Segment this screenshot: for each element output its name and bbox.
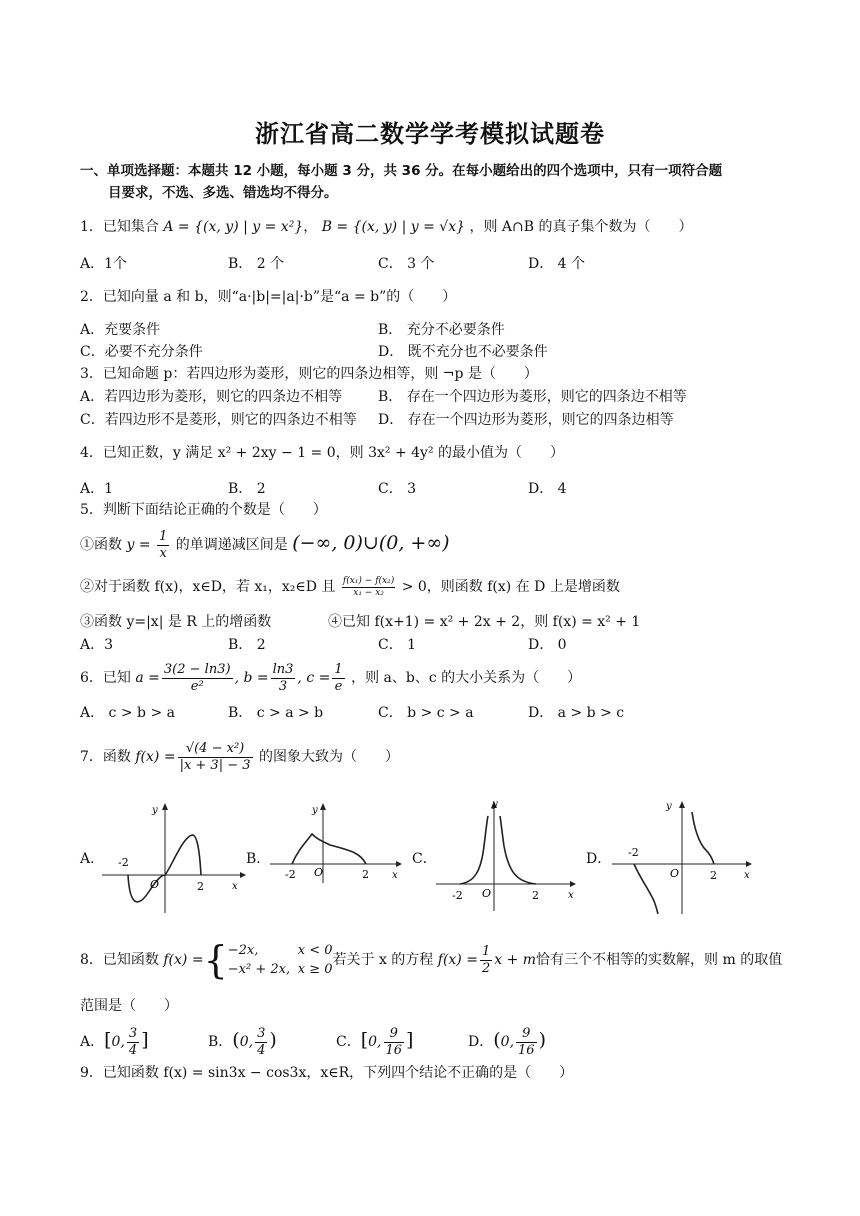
- graph-b-neg2-label: -2: [285, 868, 296, 881]
- q6-option-b[interactable]: B． c > a > b: [228, 705, 324, 721]
- q7-den: |x + 3| − 3: [179, 757, 251, 773]
- q8-d-fraction: [516, 1026, 537, 1059]
- q1-prefix: 1．已知集合: [80, 219, 159, 235]
- graph-c-curve-left: [460, 816, 488, 884]
- graph-a-origin-label: O: [150, 878, 160, 891]
- q8-a-num: 3: [128, 1025, 138, 1041]
- q7-suffix: 的图象大致为（ ）: [258, 749, 399, 765]
- q6-a-den: e²: [190, 678, 204, 694]
- q8-b-open: (: [232, 1029, 240, 1051]
- q5-s2-fraction: [342, 576, 395, 599]
- q5-s1-den: x: [159, 545, 167, 561]
- q8-d-close: ): [538, 1029, 546, 1051]
- q2-option-b[interactable]: B． 充分不必要条件: [378, 322, 505, 338]
- q5-statement-3: ③函数 y=|x| 是 R 上的增函数: [80, 614, 272, 630]
- q8-mid: 若关于 x 的方程: [332, 952, 434, 968]
- question-9: 9．已知函数 f(x) = sin3x − cos3x，x∈R，下列四个结论不正确的是（ ）: [80, 1065, 574, 1081]
- q1-option-a[interactable]: A．1个: [80, 256, 128, 272]
- q8-a-label: A．: [80, 1034, 105, 1050]
- q8-eq-rhs: x + m: [494, 952, 537, 968]
- graph-d-curve-left: [634, 864, 658, 914]
- q8-c-den: 16: [385, 1042, 403, 1058]
- graph-c-x-label: x: [568, 890, 574, 901]
- q8-option-b[interactable]: [208, 1020, 277, 1062]
- q6-option-d[interactable]: D． a > b > c: [528, 705, 625, 721]
- q8-a-close: ]: [141, 1029, 149, 1051]
- q8-c-open: [: [360, 1029, 369, 1051]
- q5-option-a[interactable]: A．3: [80, 637, 114, 653]
- q8-eq-num: 1: [481, 943, 491, 959]
- graph-b-x-label: x: [392, 870, 398, 881]
- q4-option-b[interactable]: B． 2: [228, 481, 266, 497]
- section-heading-line2: 目要求，不选、多选、错选均不得分。: [108, 185, 338, 201]
- graph-c-neg2-label: -2: [452, 889, 463, 902]
- q1-set-a: A = {(x, y) | y = x²}: [163, 219, 304, 235]
- q8-suffix: 恰有三个不相等的实数解，则 m 的取值: [536, 952, 783, 968]
- q7-graph-a[interactable]: [100, 798, 250, 918]
- q8-case2: −x² + 2x,: [227, 962, 291, 977]
- q1-option-b[interactable]: B． 2 个: [228, 256, 285, 272]
- q1-suffix: ，则 A∩B 的真子集个数为（ ）: [469, 219, 693, 235]
- q5-s1-num: 1: [159, 528, 168, 544]
- q8-eq-den: 2: [481, 960, 491, 976]
- q6-a-lhs: a =: [135, 670, 160, 686]
- q5-statement-2: [80, 570, 620, 604]
- q8-a-fraction: [127, 1026, 139, 1059]
- q6-option-c[interactable]: C． b > c > a: [378, 705, 474, 721]
- q7-fraction: [178, 741, 253, 774]
- q7-option-d[interactable]: D．: [586, 851, 612, 867]
- q6-c-lhs: , c =: [297, 670, 331, 686]
- graph-d-x-label: x: [744, 870, 750, 881]
- q8-d-num: 9: [516, 1026, 537, 1043]
- page-title: 浙江省高二数学学考模拟试题卷: [255, 120, 605, 148]
- q8-option-a[interactable]: [80, 1020, 149, 1062]
- q5-s2-den: x₁ − x₂: [353, 587, 384, 598]
- graph-c-x-arrow-icon: [570, 881, 576, 887]
- graph-d-curve-right: [692, 812, 714, 864]
- graph-a-x-arrow-icon: [240, 872, 246, 878]
- q6-b-den: 3: [278, 678, 288, 694]
- q8-b-close: ): [269, 1029, 277, 1051]
- q7-prefix: 7．函数: [80, 749, 131, 765]
- q5-s2-a: ②对于函数 f(x)，x∈D，若 x₁，x₂∈D 且: [80, 579, 336, 595]
- q3-option-d[interactable]: D． 存在一个四边形为菱形，则它的四条边相等: [378, 412, 674, 428]
- q8-prefix: 8．已知函数: [80, 952, 159, 968]
- q8-c-close: ]: [406, 1029, 414, 1051]
- q5-s1-interval: (−∞, 0)∪(0, +∞): [292, 532, 450, 554]
- graph-b-pos2-label: 2: [362, 868, 369, 881]
- q6-b-fraction: [271, 662, 296, 695]
- q1-set-b: B = {(x, y) | y = √x}: [321, 219, 466, 235]
- q5-s1-func: y =: [126, 537, 151, 553]
- section-heading: [80, 160, 790, 204]
- graph-d-y-label: y: [666, 801, 672, 812]
- q8-c-label: C．: [336, 1034, 361, 1050]
- q8-cond2: x ≥ 0: [297, 962, 333, 977]
- q6-prefix: 6．已知: [80, 670, 131, 686]
- question-1: [80, 217, 693, 237]
- q6-c-den: e: [334, 678, 343, 694]
- q5-s2-b: > 0，则函数 f(x) 在 D 上是增函数: [401, 579, 620, 595]
- q7-graph-b[interactable]: [268, 798, 408, 918]
- question-6: [80, 658, 581, 698]
- graph-b-curve: [292, 834, 366, 864]
- q3-option-a[interactable]: A．若四边形为菱形，则它的四条边不相等: [80, 389, 343, 405]
- q4-option-d[interactable]: D． 4: [528, 481, 567, 497]
- q7-graph-d[interactable]: [610, 796, 760, 916]
- graph-b-x-arrow-icon: [396, 861, 402, 867]
- q8-b-fraction: [255, 1026, 267, 1059]
- q8-d-label: D．: [468, 1034, 494, 1050]
- q4-option-c[interactable]: C． 3: [378, 481, 417, 497]
- q8-option-d[interactable]: [468, 1020, 546, 1062]
- graph-a-pos2-label: 2: [197, 880, 204, 893]
- q4-option-a[interactable]: A．1: [80, 481, 114, 497]
- q7-option-a[interactable]: A．: [80, 851, 105, 867]
- graph-b-origin-label: O: [314, 866, 324, 879]
- q7-num: √(4 − x²): [178, 741, 253, 758]
- q5-s1-mid: 的单调递减区间是: [175, 537, 288, 553]
- graph-d-y-arrow-icon: [679, 801, 685, 808]
- graph-d-x-arrow-icon: [746, 861, 752, 867]
- q5-statement-4: ④已知 f(x+1) = x² + 2x + 2，则 f(x) = x² + 1: [328, 614, 641, 630]
- graph-c-y-label: y: [492, 799, 498, 810]
- q8-a-zero: 0,: [111, 1034, 125, 1050]
- graph-b-y-label: y: [312, 805, 318, 816]
- q8-b-zero: 0,: [239, 1034, 254, 1050]
- q5-option-d[interactable]: D． 0: [528, 637, 567, 653]
- question-2: 2．已知向量 a 和 b，则“a·|b|=|a|·b”是“a = b”的（ ）: [80, 289, 457, 305]
- section-heading-line1: 一、单项选择题：本题共 12 小题，每小题 3 分，共 36 分。在每小题给出的四个选项中，只有一项符合题: [80, 163, 723, 179]
- q8-case1: −2x,: [227, 943, 259, 958]
- graph-d-origin-label: O: [670, 867, 680, 880]
- q8-a-den: 4: [128, 1042, 138, 1058]
- q5-s1-fraction: [157, 529, 169, 562]
- q8-b-den: 4: [257, 1042, 266, 1058]
- q3-option-c[interactable]: C．若四边形不是菱形，则它的四条边不相等: [80, 412, 357, 428]
- question-3: 3．已知命题 p：若四边形为菱形，则它的四条边相等，则 ¬p 是（ ）: [80, 366, 538, 382]
- q8-b-label: B．: [208, 1034, 233, 1050]
- q6-c-num: 1: [334, 661, 343, 677]
- q8-piecewise: [228, 941, 333, 979]
- q8-b-num: 3: [257, 1025, 266, 1041]
- graph-a-y-arrow-icon: [162, 803, 168, 810]
- graph-c-pos2-label: 2: [532, 889, 539, 902]
- question-4: 4．已知正数，y 满足 x² + 2xy − 1 = 0，则 3x² + 4y² 的最小值为（ ）: [80, 445, 565, 461]
- q8-a-open: [: [104, 1029, 112, 1051]
- graph-d-pos2-label: 2: [710, 869, 717, 882]
- q8-c-zero: 0,: [368, 1034, 382, 1050]
- q8-c-fraction: [384, 1026, 405, 1059]
- q8-d-open: (: [493, 1029, 501, 1051]
- q6-suffix: ，则 a、b、c 的大小关系为（ ）: [351, 670, 582, 686]
- q2-option-d[interactable]: D． 既不充分也不必要条件: [378, 344, 548, 360]
- graph-a-x-label: x: [232, 881, 238, 892]
- q5-option-b[interactable]: B． 2: [228, 637, 266, 653]
- graph-a-y-label: y: [152, 805, 158, 816]
- q7-option-c[interactable]: C．: [412, 851, 437, 867]
- q1-option-d[interactable]: D． 4 个: [528, 256, 586, 272]
- q6-b-num: ln3: [272, 661, 294, 677]
- graph-b-y-arrow-icon: [320, 803, 326, 810]
- q1-option-c[interactable]: C． 3 个: [378, 256, 435, 272]
- q8-option-c[interactable]: [336, 1020, 413, 1062]
- question-8: [80, 938, 782, 982]
- q8-d-zero: 0,: [500, 1034, 515, 1050]
- question-7: [80, 736, 399, 778]
- q5-option-c[interactable]: C． 1: [378, 637, 417, 653]
- graph-c-origin-label: O: [482, 887, 492, 900]
- q8-lhs: f(x) =: [163, 952, 204, 968]
- q8-eq-fraction: [480, 944, 492, 977]
- q8-eq-lhs: f(x) =: [437, 952, 478, 968]
- q6-option-a[interactable]: A． c > b > a: [80, 705, 175, 721]
- question-5: 5．判断下面结论正确的个数是（ ）: [80, 502, 327, 518]
- q7-lhs: f(x) =: [135, 749, 176, 765]
- q5-s2-num: f(x₁) − f(x₂): [342, 575, 395, 586]
- q6-b-lhs: , b =: [234, 670, 269, 686]
- q8-line2: 范围是（ ）: [80, 998, 178, 1014]
- q7-option-b[interactable]: B．: [246, 851, 271, 867]
- q5-statement-1: [80, 525, 450, 563]
- q8-cond1: x < 0: [297, 943, 333, 958]
- q6-a-fraction: [162, 662, 233, 695]
- graph-d-neg2-label: -2: [628, 846, 639, 859]
- graph-a-neg2-label: -2: [118, 856, 129, 869]
- q6-a-num: 3(2 − ln3): [163, 661, 231, 677]
- q6-c-fraction: [332, 662, 344, 695]
- q3-option-b[interactable]: B． 存在一个四边形为菱形，则它的四条边不相等: [378, 389, 687, 405]
- q8-brace-icon: {: [203, 938, 228, 982]
- q8-d-den: 16: [518, 1042, 535, 1058]
- q8-c-num: 9: [384, 1026, 405, 1043]
- q7-graph-c[interactable]: [434, 796, 584, 916]
- q2-option-c[interactable]: C．必要不充分条件: [80, 344, 203, 360]
- q5-s1-prefix: ①函数: [80, 537, 122, 553]
- graph-c-curve-right: [500, 816, 536, 884]
- q1-sep: ，: [303, 219, 318, 235]
- q2-option-a[interactable]: A．充要条件: [80, 322, 161, 338]
